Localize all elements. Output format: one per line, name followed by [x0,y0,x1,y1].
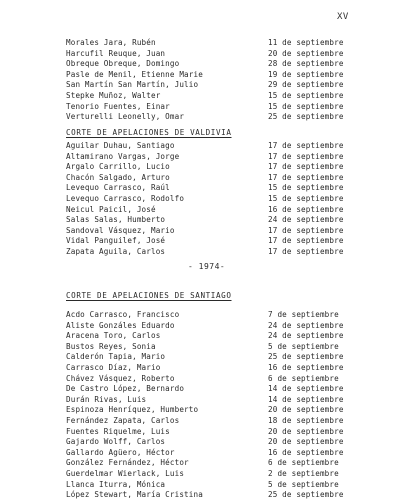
person-name: Aliste Gonzáles Eduardo [66,320,175,330]
date: 11 de septiembre [268,38,344,47]
date: 29 de septiembre [268,80,344,90]
date: 20 de septiembre [268,48,344,58]
date: 15 de septiembre [268,101,344,111]
list-item [0,363,400,374]
person-name: Levequo Carrasco, Raúl [66,183,170,193]
date: 18 de septiembre [268,415,344,425]
list-item [0,49,400,60]
person-name: Morales Jara, Rubén [66,38,156,47]
date: 17 de septiembre [268,172,344,182]
person-name: González Fernández, Héctor [66,458,189,468]
section-heading-santiago: CORTE DE APELACIONES DE SANTIAGO [66,291,232,300]
person-name: San Martín San Martín, Julio [66,80,199,90]
person-name: Harcufil Reuque, Juan [66,48,166,58]
person-name: Bustos Reyes, Sonia [66,341,156,351]
date: 17 de septiembre [268,162,344,172]
date: 15 de septiembre [268,193,344,203]
person-name: Gallardo Agüero, Héctor [66,447,175,457]
list-item [0,458,400,469]
person-name: Calderón Tapia, Mario [66,352,166,362]
list-item [0,183,400,194]
person-name: Stepke Muñoz, Walter [66,90,161,100]
list-block-santiago [0,310,400,501]
date: 15 de septiembre [268,90,344,100]
person-name: Acdo Carrasco, Francisco [66,310,180,319]
date: 28 de septiembre [268,59,344,69]
list-item [0,374,400,385]
person-name: Llanca Iturra, Mónica [66,479,166,489]
date: 7 de septiembre [268,310,339,319]
date: 17 de septiembre [268,225,344,235]
person-name: Levequo Carrasco, Rodolfo [66,193,185,203]
date: 14 de septiembre [268,384,344,394]
list-item [0,215,400,226]
date: 24 de septiembre [268,331,344,341]
date: 25 de septiembre [268,352,344,362]
list-item [0,91,400,102]
date: 5 de septiembre [268,341,339,351]
person-name: Durán Rivas, Luis [66,394,147,404]
list-block-valdivia [0,141,400,258]
person-name: Gajardo Wolff, Carlos [66,437,166,447]
person-name: Fuentes Riquelme, Luis [66,426,170,436]
person-name: Tenorio Fuentes, Einar [66,101,170,111]
person-name: Argalo Carrillo, Lucio [66,162,170,172]
date: 16 de septiembre [268,362,344,372]
list-item [0,236,400,247]
date: 6 de septiembre [268,458,339,468]
person-name: Pasle de Menil, Etienne Marie [66,69,203,79]
date: 14 de septiembre [268,394,344,404]
date: 15 de septiembre [268,183,344,193]
date: 16 de septiembre [268,204,344,214]
list-item [0,173,400,184]
date: 19 de septiembre [268,69,344,79]
page-number: XV [337,12,349,22]
date: 24 de septiembre [268,320,344,330]
person-name: Espinoza Henríquez, Humberto [66,405,199,415]
person-name: Verturelli Leonelly, Omar [66,112,185,122]
date: 2 de septiembre [268,468,339,478]
person-name: Aguilar Duhau, Santiago [66,141,175,150]
date: 25 de septiembre [268,112,344,122]
list-item [0,405,400,416]
list-item [0,141,400,152]
year-divider: - 1974- [188,262,226,271]
list-item [0,437,400,448]
date: 20 de septiembre [268,405,344,415]
list-item [0,416,400,427]
section-heading-valdivia: CORTE DE APELACIONES DE VALDIVIA [66,128,232,137]
list-item [0,38,400,49]
list-item [0,427,400,438]
list-item [0,448,400,459]
date: 17 de septiembre [268,236,344,246]
list-block-continued [0,38,400,123]
person-name: Carrasco Díaz, Mario [66,362,161,372]
list-item [0,352,400,363]
list-item [0,112,400,123]
person-name: Sandoval Vásquez, Mario [66,225,175,235]
person-name: De Castro López, Bernardo [66,384,185,394]
list-item [0,331,400,342]
list-item [0,321,400,332]
person-name: Chávez Vásquez, Roberto [66,373,175,383]
list-item [0,395,400,406]
person-name: Guerdelmar Wierlack, Luis [66,468,185,478]
list-item [0,226,400,237]
date: 17 de septiembre [268,141,344,150]
list-item [0,162,400,173]
date: 17 de septiembre [268,246,344,256]
list-item [0,342,400,353]
list-item [0,205,400,216]
date: 25 de septiembre [268,490,344,500]
list-item [0,80,400,91]
person-name: Vidal Panguilef, José [66,236,166,246]
person-name: Chacón Salgado, Arturo [66,172,170,182]
person-name: Obreque Obreque, Domingo [66,59,180,69]
list-item [0,310,400,321]
list-item [0,152,400,163]
person-name: Fernández Zapata, Carlos [66,415,180,425]
list-item [0,194,400,205]
person-name: Aracena Toro, Carlos [66,331,161,341]
date: 6 de septiembre [268,373,339,383]
person-name: López Stewart, María Cristina [66,490,203,500]
date: 20 de septiembre [268,426,344,436]
person-name: Salas Salas, Humberto [66,215,166,225]
date: 20 de septiembre [268,437,344,447]
list-item [0,247,400,258]
list-item [0,490,400,501]
date: 17 de septiembre [268,151,344,161]
date: 16 de septiembre [268,447,344,457]
list-item [0,469,400,480]
date: 24 de septiembre [268,215,344,225]
person-name: Neicul Paicil, José [66,204,156,214]
person-name: Altamirano Vargas, Jorge [66,151,180,161]
date: 5 de septiembre [268,479,339,489]
list-item [0,102,400,113]
list-item [0,59,400,70]
person-name: Zapata Aguila, Carlos [66,246,166,256]
list-item [0,480,400,491]
list-item [0,70,400,81]
list-item [0,384,400,395]
